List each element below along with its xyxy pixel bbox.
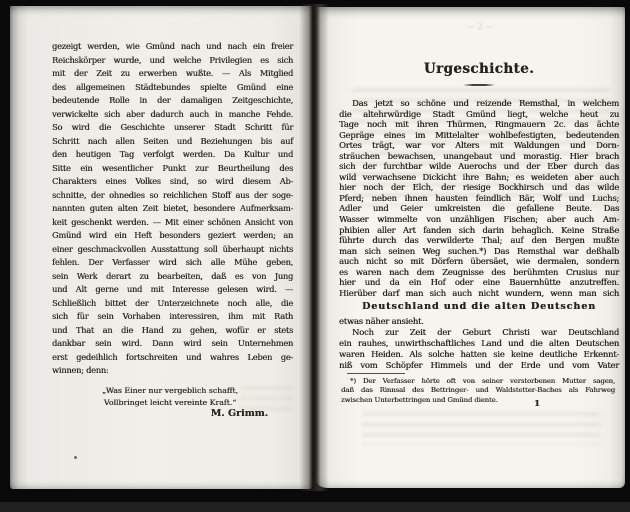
text-line: Vollbringet leicht vereinte Kraft.“	[103, 397, 237, 407]
text-line: bedeutende Rolle in der damaligen Zeitgeschichte,	[52, 95, 293, 105]
right-page-paragraph-1	[339, 98, 619, 298]
text-line: waren Heiden. Als solche hatten sie keine deutliche Erkennt-	[339, 348, 619, 359]
text-line: phibien aller Art fanden sich darin behaglich. Keine Straße	[339, 224, 619, 235]
text-line: und That an die Hand zu gehen, wofür er stets	[52, 324, 293, 335]
text-line: Gmünd wird ein Heft besonders geziert werden; an	[52, 230, 293, 240]
left-page-quote	[78, 385, 262, 408]
text-line: Schließlich bittet der Unterzeichnete noch alle, die	[52, 297, 293, 308]
text-line: es waren nach dem Zeugnisse des berühmten Crusius nur	[339, 266, 619, 277]
text-line: „Was Einer nur vergeblich schafft,	[102, 386, 238, 395]
text-line: Pferd; neben ihnen hausten feindlich Bär, Wolf und Luchs;	[339, 192, 619, 203]
text-line: Noch zur Zeit der Geburt Christi war Deutschland	[352, 326, 619, 337]
text-line: man sich seinen Weg suchen.*) Das Remsthal war deßhalb	[339, 245, 619, 256]
text-line: und Alt gerne und mit Interesse gelesen wird. —	[52, 284, 293, 294]
text-line: des allgemeinen Städtebundes spielte Gmünd eine	[52, 81, 293, 92]
text-line: dankbar sein wird. Dann wird sein Unternehmen	[52, 338, 293, 348]
text-line: Tage noch mit ihren Thürmen, Ringmauern 2c. das ächte	[339, 119, 619, 130]
text-line: fehlen. Der Verfasser wird sich alle Mühe geben,	[52, 257, 293, 267]
text-line: Das jetzt so schöne und reizende Remsthal, in welchem	[352, 98, 619, 108]
author-signature: M. Grimm.	[210, 408, 268, 419]
right-page-paragraph-2	[339, 316, 619, 370]
text-line: gezeigt werden, wie Gmünd nach und nach ein freier	[52, 41, 293, 51]
text-line: Wasser wimmelte von unzähligen Fischen; aber auch Am-	[339, 214, 619, 225]
text-line: Sitte ein wesentlicher Punkt zur Beurtheilung des	[52, 162, 293, 173]
text-line: den heutigen Tag verfolgt werden. Da Kultur und	[52, 149, 293, 159]
section-heading: Deutschland und die alten Deutschen	[361, 301, 597, 312]
text-line: führte durch das verwilderte Thal; auf den Bergen mußte	[339, 235, 619, 246]
text-line: sich der furchtbar wilde Auerochs und der Eber durch das	[339, 161, 619, 172]
text-line: etwas näher ansieht.	[339, 316, 424, 326]
text-line: nannten guten alten Zeit bietet, besondere Aufmerksam-	[52, 203, 293, 213]
text-line: Charakters eines Volkes sind, so wird diesem Ab-	[52, 176, 293, 186]
footnote-text	[341, 377, 615, 405]
text-line: Adler und Geier umkreisten die gefallene Beute. Das	[339, 203, 619, 214]
text-line: erst gedeihlich fortschreiten und wahres Leben ge-	[52, 351, 293, 362]
text-line: mit der Zeit zu erwerben wußte. — Als Mitglied	[52, 68, 293, 78]
text-line: hier noch der Elch, der riesige Bockhirsch und das wilde	[339, 182, 619, 193]
text-line: verwickelte sich aber dadurch auch in manche Fehde.	[52, 108, 293, 119]
page-gutter	[299, 4, 329, 491]
text-line: Schritt nach allen Seiten und Beziehungen bis auf	[52, 135, 293, 146]
text-line: So wird die Geschichte unserer Stadt Schritt für	[52, 122, 293, 132]
page-number: 1	[534, 399, 540, 409]
text-line: schnitte, der ohnedies so reichlichen Stoff aus der soge-	[52, 189, 293, 200]
footnote-rule	[347, 373, 405, 374]
text-line: winnen; denn:	[52, 365, 109, 375]
bottom-strip	[0, 502, 630, 512]
text-line: Ortes trägt, war vor Alters mit Waldungen und Dorn-	[339, 140, 619, 151]
chapter-heading: Urgeschichte.	[423, 61, 535, 77]
faint-page-header: — 2 —	[466, 22, 494, 31]
text-line: ein rauhes, unwirthschaftliches Land und die alten Deutschen	[339, 337, 619, 348]
text-line: einer geschmackvollen Ausstattung soll überhaupt nichts	[52, 243, 293, 254]
text-line: sein Werk derart zu bearbeiten, daß es von Jung	[52, 270, 293, 281]
text-line: Reichskörper wurde, und welche Privilegien es sich	[52, 54, 293, 65]
bleedthrough-text	[362, 412, 600, 445]
text-line: sich für sein Vorhaben interessiren, ihm mit Rath	[52, 311, 293, 321]
heading-divider	[463, 84, 495, 86]
text-line: sträuchen bewachsen, unangebaut und morastig. Hier brach	[339, 150, 619, 161]
text-line: die altehrwürdige Stadt Gmünd liegt, welche heut zu	[339, 108, 619, 119]
left-page-text	[52, 40, 293, 378]
text-line: daß das Rinnsal des Bettringer- und Waldstetter-Baches als Fahrweg	[341, 386, 615, 395]
text-line: auch nicht so mit Dörfern übersäet, wie dermalen, sondern	[339, 256, 619, 267]
text-line: Hierüber darf man sich auch nicht wundern, wenn man sich	[339, 287, 619, 298]
text-line: wild verwachsene Dickicht ihre Bahn; es weideten aber auch	[339, 171, 619, 182]
text-line: keit geschenkt werden. — Mit einer schönen Ansicht von	[52, 216, 293, 227]
text-line: niß vom Schöpfer Himmels und der Erde und vom Vater	[339, 359, 619, 370]
text-line: *) Der Verfasser hörte oft von seiner verstorbenen Mutter sagen,	[350, 377, 615, 385]
text-line: zwischen Unterbettringen und Gmünd diente.	[341, 395, 498, 404]
text-line: hier und da ein Hof oder eine Bauernhütte anzutreffen.	[339, 277, 619, 288]
ink-speck	[74, 456, 77, 459]
text-line: Gepräge eines im Mittelalter wohlbefestigten, bedeutenden	[339, 129, 619, 140]
